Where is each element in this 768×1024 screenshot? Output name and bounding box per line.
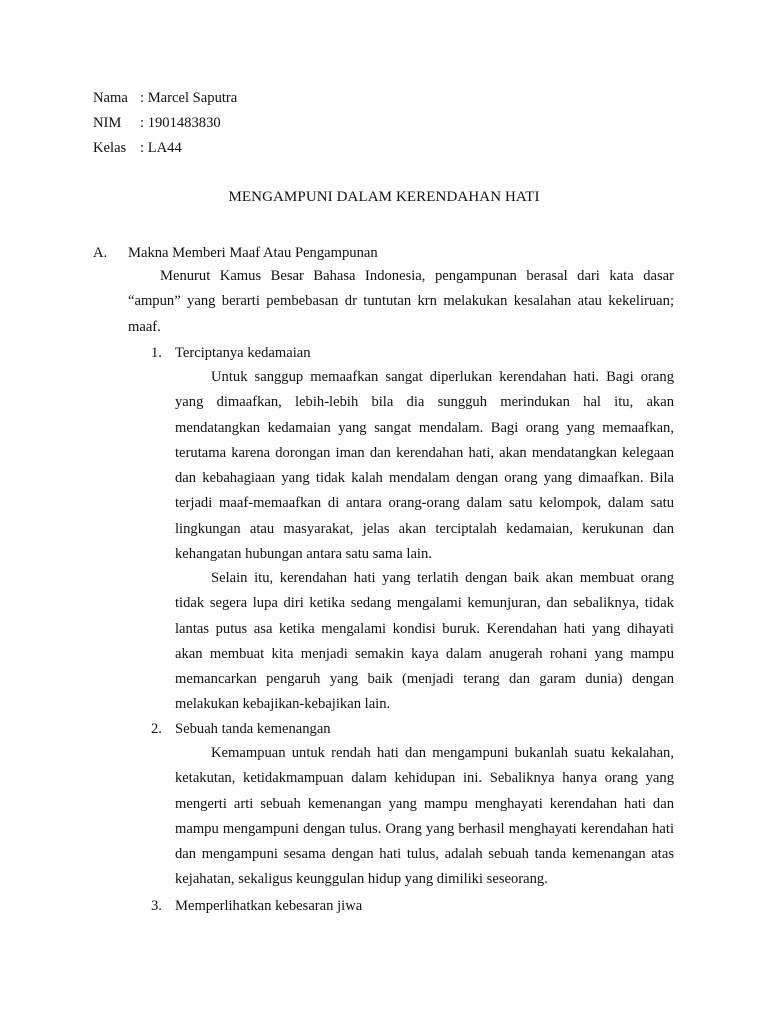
section-letter: A.	[93, 245, 108, 261]
nim-label: NIM	[93, 115, 122, 131]
item-heading: Memperlihatkan kebesaran jiwa	[175, 898, 363, 914]
item-number: 3.	[151, 898, 162, 914]
nim-row	[93, 111, 237, 136]
name-value: : Marcel Saputra	[140, 90, 238, 106]
intro-paragraph: Menurut Kamus Besar Bahasa Indonesia, pengampunan berasal dari kata dasar “ampun” yang berarti pembebasan dr tuntutan krn melakukan kesalahan atau kekeliruan; maaf.	[128, 268, 674, 335]
section-heading: Makna Memberi Maaf Atau Pengampunan	[128, 245, 378, 261]
list-item-2-heading	[151, 717, 331, 742]
item-heading: Sebuah tanda kemenangan	[175, 721, 331, 737]
student-info	[93, 86, 237, 161]
document-title: MENGAMPUNI DALAM KERENDAHAN HATI	[228, 189, 540, 205]
list-item-3-heading	[151, 894, 362, 919]
section-a-heading	[93, 241, 378, 266]
nim-value: : 1901483830	[140, 115, 221, 131]
class-label: Kelas	[93, 140, 127, 156]
item-number: 2.	[151, 721, 162, 737]
item-1-paragraph-1: Untuk sanggup memaafkan sangat diperlukan kerendahan hati. Bagi orang yang dimaafkan, lebih-lebih bila dia sungguh merindukan hal itu, akan mendatangkan kedamaian yang sangat mendalam. Bagi orang yang memaafkan, terutama karena dorongan iman dan kerendahan hati, akan mendatangkan kelegaan dan kebahagiaan yang tidak kalah mendalam dengan orang yang dimaafkan. Bila terjadi maaf-memaafkan di antara orang-orang dalam satu kelompok, dalam satu lingkungan atau masyarakat, jelas akan terciptalah kedamaian, kerukunan dan kehangatan hubungan antara satu sama lain.	[175, 369, 674, 563]
name-row	[93, 86, 237, 111]
list-item-1-heading	[151, 341, 311, 366]
name-label: Nama	[93, 90, 128, 106]
class-value: : LA44	[140, 140, 182, 156]
item-2-paragraph-1: Kemampuan untuk rendah hati dan mengampuni bukanlah suatu kekalahan, ketakutan, ketidakmampuan dalam kehidupan ini. Sebaliknya hanya orang yang mengerti arti sebuah kemenangan yang mampu menghayati kerendahan hati dan mampu mengampuni dengan tulus. Orang yang berhasil menghayati kerendahan hati dan mengampuni sesama dengan hati tulus, adalah sebuah tanda kemenangan atas kejahatan, sekaligus keunggulan hidup yang dimiliki seseorang.	[175, 745, 674, 888]
item-heading: Terciptanya kedamaian	[175, 345, 311, 361]
item-number: 1.	[151, 345, 162, 361]
item-1-paragraph-2: Selain itu, kerendahan hati yang terlatih dengan baik akan membuat orang tidak segera lupa diri ketika sedang mengalami kemunjuran, dan sebaliknya, tidak lantas putus asa ketika mengalami kondisi buruk. Kerendahan hati yang dihayati akan membuat kita menjadi semakin kaya dalam anugerah rohani yang mampu memancarkan pengaruh yang baik (menjadi terang dan garam dunia) dengan melakukan kebajikan-kebajikan lain.	[175, 570, 674, 713]
class-row	[93, 136, 237, 161]
